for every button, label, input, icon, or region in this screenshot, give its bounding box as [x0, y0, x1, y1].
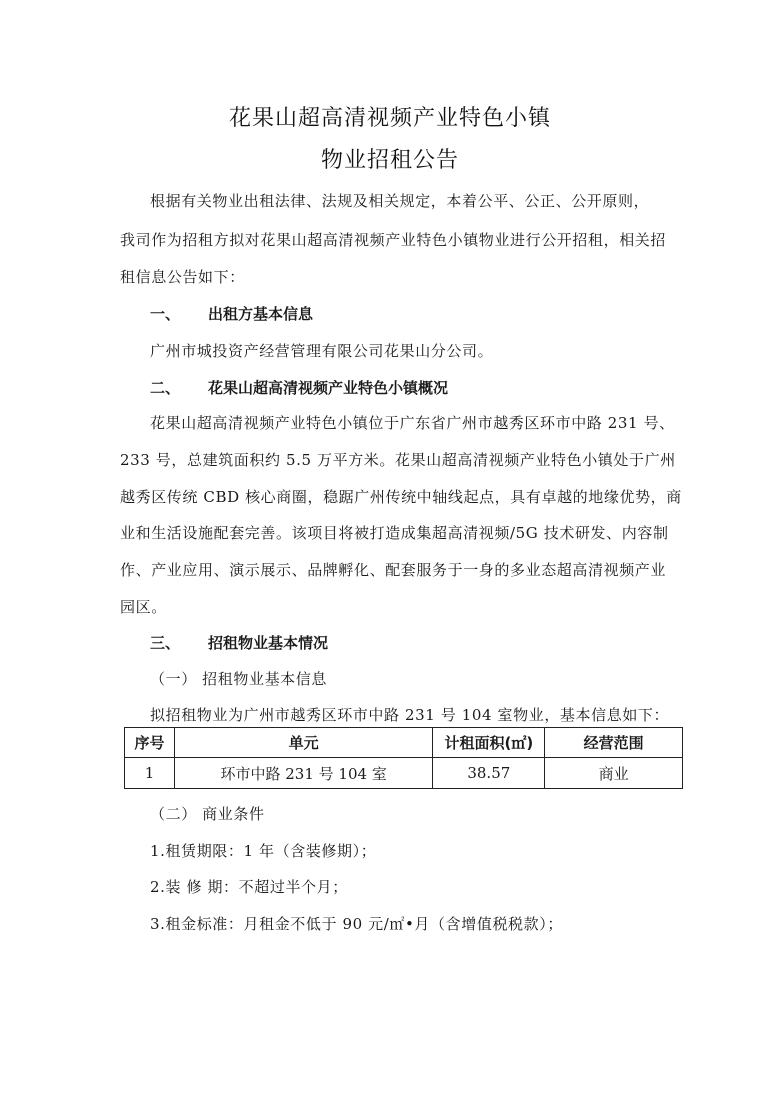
term-item-3: 3.租金标准：月租金不低于 90 元/㎡•月（含增值税税款）； — [150, 915, 563, 933]
section-2-title: 花果山超高清视频产业特色小镇概况 — [208, 379, 449, 397]
section-3-heading — [150, 632, 328, 653]
table-header-row — [125, 728, 683, 758]
table-cell-area: 38.57 — [433, 758, 545, 789]
section-3-number: 三、 — [150, 634, 181, 652]
table-cell-scope: 商业 — [545, 758, 683, 789]
property-table — [124, 727, 683, 789]
section-2-body-line-3: 越秀区传统 CBD 核心商圈，稳踞广州传统中轴线起点，具有卓越的地缘优势，商 — [120, 488, 682, 506]
table-cell-index: 1 — [125, 758, 175, 789]
term-item-2: 2.装 修 期：不超过半个月； — [150, 878, 348, 896]
doc-title-line1: 花果山超高清视频产业特色小镇 — [228, 106, 551, 131]
section-3-sub-2: （二） 商业条件 — [150, 805, 265, 823]
section-2-number: 二、 — [150, 379, 181, 397]
section-1-title: 出租方基本信息 — [208, 305, 314, 323]
term-item-1: 1.租赁期限：1 年（含装修期）； — [150, 842, 377, 860]
section-2-body-line-6: 园区。 — [120, 598, 167, 616]
section-3-sub-1-body: 拟招租物业为广州市越秀区环市中路 231 号 104 室物业，基本信息如下： — [150, 706, 670, 724]
table-header-cell: 单元 — [174, 728, 432, 758]
section-2-body-line-1: 花果山超高清视频产业特色小镇位于广东省广州市越秀区环市中路 231 号、 — [150, 414, 675, 432]
table-row — [125, 758, 683, 789]
section-1-number: 一、 — [150, 305, 181, 323]
section-3-sub-1: （一） 招租物业基本信息 — [150, 670, 327, 688]
section-1-heading — [150, 303, 313, 324]
section-3-title: 招租物业基本情况 — [208, 634, 329, 652]
doc-title-line2: 物业招租公告 — [320, 148, 459, 173]
section-2-body-line-5: 作、产业应用、演示展示、品牌孵化、配套服务于一身的多业态超高清视频产业 — [120, 561, 667, 579]
table-header-cell: 计租面积(㎡) — [433, 728, 545, 758]
table-header-cell: 经营范围 — [545, 728, 683, 758]
intro-line-2: 我司作为招租方拟对花果山超高清视频产业特色小镇物业进行公开招租，相关招 — [120, 231, 667, 249]
section-2-body-line-2: 233 号，总建筑面积约 5.5 万平方米。花果山超高清视频产业特色小镇处于广州 — [120, 451, 676, 469]
table-header-cell: 序号 — [125, 728, 175, 758]
section-2-body-line-4: 业和生活设施配套完善。该项目将被打造成集超高清视频/5G 技术研发、内容制 — [120, 524, 669, 542]
table-cell-unit: 环市中路 231 号 104 室 — [174, 758, 432, 789]
section-1-body: 广州市城投资产经营管理有限公司花果山分公司。 — [150, 342, 494, 360]
section-2-heading — [150, 377, 448, 398]
intro-line-3: 租信息公告如下： — [120, 268, 245, 286]
intro-line-1: 根据有关物业出租法律、法规及相关规定，本着公平、公正、公开原则， — [150, 192, 650, 210]
